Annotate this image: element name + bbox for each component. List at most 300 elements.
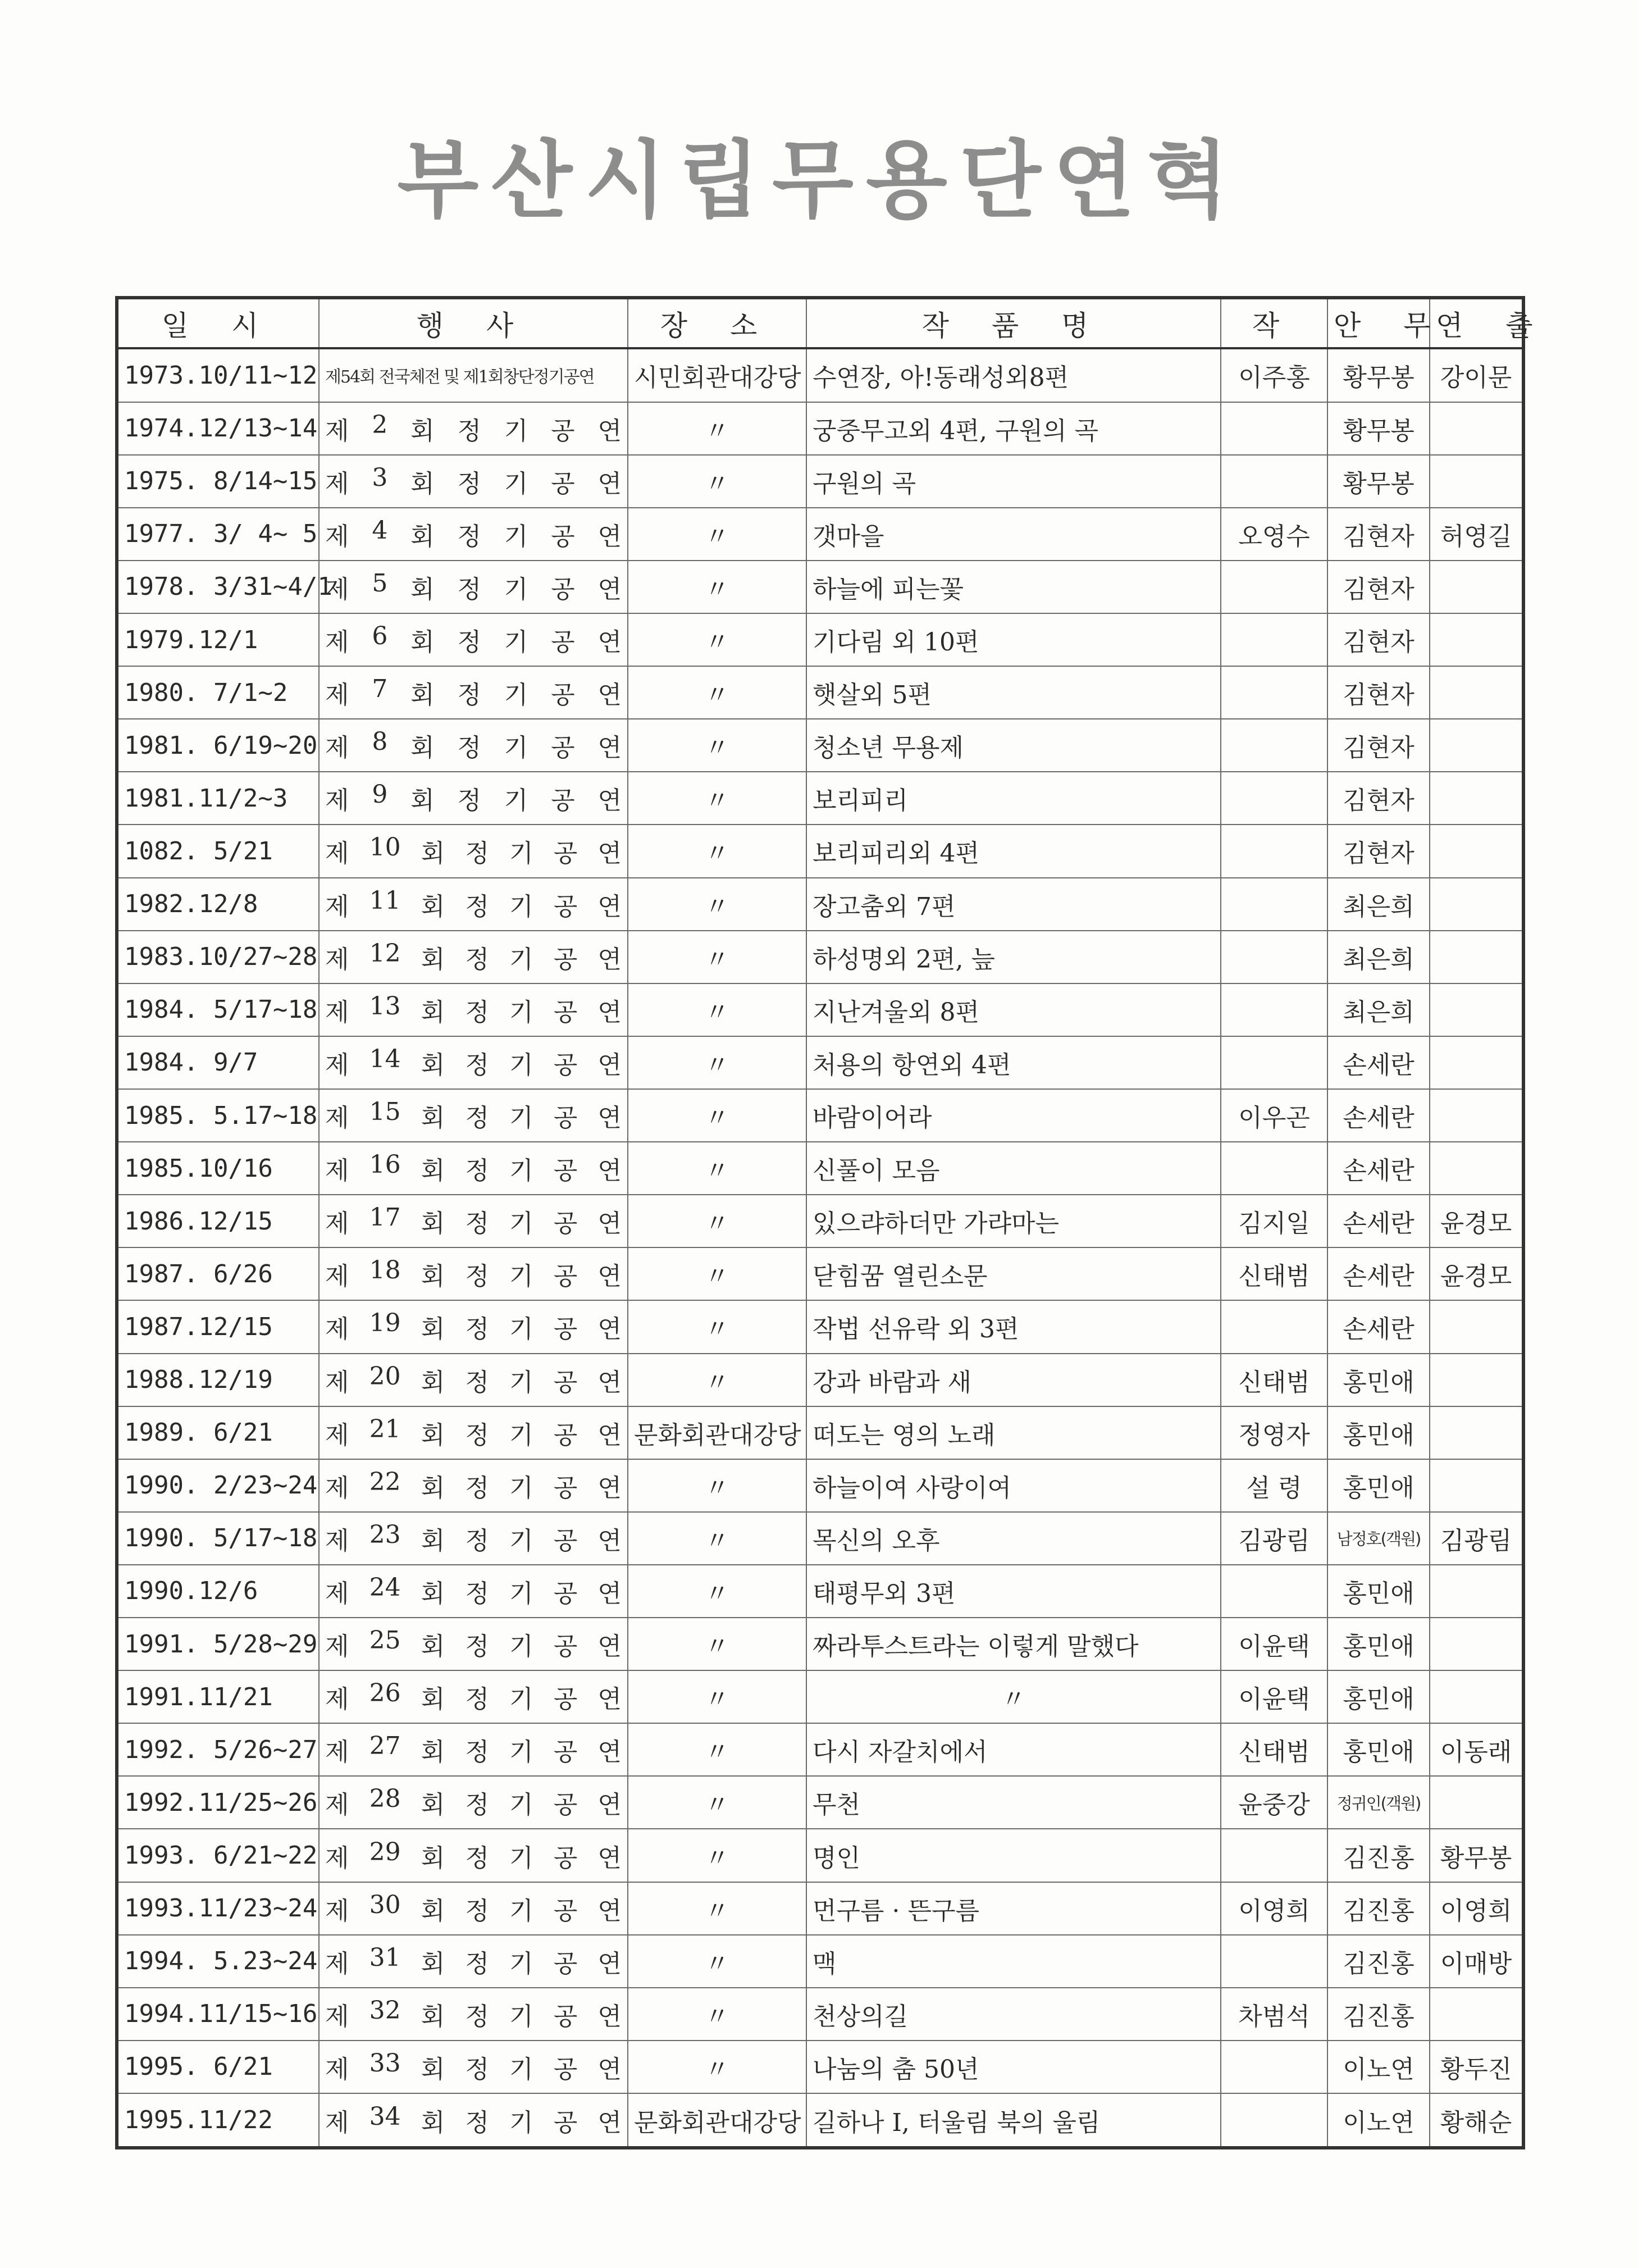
event-char: 연 <box>597 1104 622 1132</box>
event-text <box>325 1732 622 1768</box>
date-cell: 1989. 6/21 <box>117 1406 319 1459</box>
table-row <box>117 1776 1523 1829</box>
composer-cell: 윤중강 <box>1221 1776 1327 1829</box>
date-cell: 1988.12/19 <box>117 1354 319 1406</box>
event-char: 제 <box>325 2002 349 2031</box>
director-cell <box>1430 931 1523 983</box>
event-char: 회 <box>410 681 435 710</box>
director-cell <box>1430 1618 1523 1670</box>
event-char: 제 <box>325 469 349 498</box>
table-row <box>117 1829 1523 1882</box>
event-char: 공 <box>551 416 575 445</box>
date-cell: 1992.11/25∼26 <box>117 1776 319 1829</box>
event-text <box>325 992 622 1028</box>
event-text <box>325 1362 622 1398</box>
event-cell <box>319 2093 628 2148</box>
event-char: 연 <box>597 1685 622 1714</box>
event-char: 4 <box>372 516 388 545</box>
work-cell: 작법 선유락 외 3편 <box>806 1300 1221 1353</box>
event-cell <box>319 1459 628 1512</box>
director-cell <box>1430 1036 1523 1089</box>
event-char: 제 <box>325 1209 349 1238</box>
event-char: 회 <box>410 469 435 498</box>
venue-cell: 〃 <box>628 666 806 719</box>
event-char: 제 <box>325 1632 349 1661</box>
event-char: 제 <box>325 998 349 1027</box>
event-char: 3 <box>372 463 388 492</box>
work-cell: 길하나 I, 터울림 북의 울림 <box>806 2093 1221 2148</box>
event-text <box>325 622 622 658</box>
event-char: 회 <box>421 998 445 1027</box>
event-char: 제 <box>325 416 349 445</box>
choreographer-cell: 김현자 <box>1327 825 1430 877</box>
event-text <box>325 2049 622 2085</box>
event-cell <box>319 1776 628 1829</box>
date-cell: 1984. 5/17∼18 <box>117 983 319 1036</box>
work-cell: 먼구름 · 뜬구름 <box>806 1882 1221 1935</box>
event-char: 기 <box>504 575 528 604</box>
table-row <box>117 1988 1523 2041</box>
table-row <box>117 1195 1523 1247</box>
event-text <box>325 1468 622 1504</box>
date-cell: 1990. 5/17∼18 <box>117 1512 319 1565</box>
event-char: 기 <box>509 1896 533 1925</box>
event-char: 회 <box>421 1368 445 1397</box>
director-cell <box>1430 878 1523 931</box>
event-char: 7 <box>372 675 388 704</box>
composer-cell <box>1221 1300 1327 1353</box>
venue-cell: 〃 <box>628 1882 806 1935</box>
event-cell <box>319 983 628 1036</box>
event-cell <box>319 1565 628 1618</box>
event-cell <box>319 719 628 772</box>
page-title: 부산시립무용단연혁 <box>397 132 1241 230</box>
table-row <box>117 402 1523 455</box>
event-text <box>325 1891 622 1927</box>
venue-cell: 〃 <box>628 825 806 877</box>
event-char: 34 <box>369 2102 401 2131</box>
director-cell <box>1430 561 1523 613</box>
venue-cell: 〃 <box>628 878 806 931</box>
venue-cell: 〃 <box>628 2041 806 2093</box>
event-char: 회 <box>421 1579 445 1608</box>
event-char: 회 <box>421 1209 445 1238</box>
event-text <box>325 1256 622 1292</box>
event-text <box>325 1150 622 1186</box>
work-cell: 닫힘꿈 열린소문 <box>806 1247 1221 1300</box>
event-char: 기 <box>509 998 533 1027</box>
event-char: 회 <box>421 1632 445 1661</box>
history-table <box>115 296 1550 2149</box>
table-row <box>117 1089 1523 1142</box>
table-row <box>117 666 1523 719</box>
event-text <box>325 833 622 869</box>
date-cell: 1974.12/13∼14 <box>117 402 319 455</box>
choreographer-cell: 김현자 <box>1327 666 1430 719</box>
table-row <box>117 455 1523 508</box>
date-cell: 1987.12/15 <box>117 1300 319 1353</box>
date-cell: 1978. 3/31∼4/1 <box>117 561 319 613</box>
event-char: 기 <box>509 1579 533 1608</box>
event-char: 제 <box>325 2055 349 2084</box>
composer-cell: 김광림 <box>1221 1512 1327 1565</box>
event-char: 기 <box>504 681 528 710</box>
event-char: 제 <box>325 1579 349 1608</box>
event-char: 제 <box>325 1685 349 1714</box>
director-cell: 허영길 <box>1430 508 1523 561</box>
date-cell: 1986.12/15 <box>117 1195 319 1247</box>
event-char: 14 <box>369 1044 401 1073</box>
table-row <box>117 1459 1523 1512</box>
event-cell <box>319 1723 628 1776</box>
composer-cell: 신태범 <box>1221 1247 1327 1300</box>
work-cell: 하늘에 피는꽃 <box>806 561 1221 613</box>
event-char: 회 <box>421 1896 445 1925</box>
event-char: 공 <box>551 469 575 498</box>
composer-cell <box>1221 1142 1327 1195</box>
composer-cell <box>1221 2093 1327 2148</box>
choreographer-cell: 손세란 <box>1327 1300 1430 1353</box>
choreographer-cell: 홍민애 <box>1327 1670 1430 1723</box>
header-composer: 작 <box>1221 298 1327 348</box>
table-row <box>117 508 1523 561</box>
director-cell <box>1430 455 1523 508</box>
event-char: 회 <box>410 786 435 816</box>
date-cell: 1981. 6/19∼20 <box>117 719 319 772</box>
event-char: 정 <box>457 628 481 657</box>
event-char: 11 <box>369 886 401 915</box>
choreographer-cell: 홍민애 <box>1327 1723 1430 1776</box>
table-row <box>117 1565 1523 1618</box>
event-char: 회 <box>421 2055 445 2084</box>
work-cell: 맥 <box>806 1935 1221 1988</box>
composer-cell: 이윤택 <box>1221 1670 1327 1723</box>
event-char: 연 <box>597 1209 622 1238</box>
event-char: 회 <box>421 1420 445 1450</box>
work-cell: 보리피리 <box>806 772 1221 825</box>
choreographer-cell: 홍민애 <box>1327 1354 1430 1406</box>
date-cell: 1977. 3/ 4∼ 5 <box>117 508 319 561</box>
event-char: 27 <box>369 1732 401 1761</box>
composer-cell: 이주홍 <box>1221 348 1327 402</box>
work-cell: 장고춤외 7편 <box>806 878 1221 931</box>
date-cell: 1987. 6/26 <box>117 1247 319 1300</box>
event-char: 제 <box>325 1949 349 1978</box>
event-char: 제 <box>325 1473 349 1502</box>
event-char: 26 <box>369 1679 401 1708</box>
composer-cell: 정영자 <box>1221 1406 1327 1459</box>
venue-cell: 〃 <box>628 1247 806 1300</box>
date-cell: 1985. 5.17∼18 <box>117 1089 319 1142</box>
event-char: 기 <box>504 628 528 657</box>
choreographer-cell: 김현자 <box>1327 561 1430 613</box>
work-cell: 하늘이여 사랑이여 <box>806 1459 1221 1512</box>
work-cell: 〃 <box>806 1670 1221 1723</box>
table-row <box>117 1142 1523 1195</box>
event-char: 제 <box>325 1738 349 1767</box>
venue-cell: 〃 <box>628 931 806 983</box>
event-char: 공 <box>551 628 575 657</box>
event-char: 회 <box>421 1685 445 1714</box>
event-char: 18 <box>369 1256 401 1285</box>
event-text <box>325 1784 622 1820</box>
event-char: 회 <box>421 2108 445 2137</box>
choreographer-cell: 김현자 <box>1327 772 1430 825</box>
event-char: 2 <box>372 410 388 439</box>
event-cell <box>319 348 628 402</box>
composer-cell: 이영희 <box>1221 1882 1327 1935</box>
venue-cell: 〃 <box>628 1036 806 1089</box>
venue-cell: 〃 <box>628 508 806 561</box>
date-cell: 1990. 2/23∼24 <box>117 1459 319 1512</box>
event-char: 회 <box>410 575 435 604</box>
choreographer-cell: 손세란 <box>1327 1089 1430 1142</box>
venue-cell: 문화회관대강당 <box>628 2093 806 2148</box>
event-char: 16 <box>369 1150 401 1179</box>
event-char: 회 <box>410 628 435 657</box>
event-char: 제 <box>325 945 349 974</box>
venue-cell: 〃 <box>628 1618 806 1670</box>
event-char: 제 <box>325 1050 349 1080</box>
work-cell: 궁중무고외 4편, 구원의 곡 <box>806 402 1221 455</box>
composer-cell: 오영수 <box>1221 508 1327 561</box>
choreographer-cell: 홍민애 <box>1327 1618 1430 1670</box>
director-cell: 황두진 <box>1430 2041 1523 2093</box>
event-char: 정 <box>465 1209 489 1238</box>
composer-cell: 차범석 <box>1221 1988 1327 2041</box>
event-text <box>325 516 622 552</box>
event-text <box>325 886 622 922</box>
event-text <box>325 411 622 447</box>
composer-cell <box>1221 1829 1327 1882</box>
table-row <box>117 878 1523 931</box>
event-char: 24 <box>369 1573 401 1602</box>
event-char: 연 <box>597 1262 622 1291</box>
choreographer-cell: 손세란 <box>1327 1247 1430 1300</box>
event-char: 15 <box>369 1097 401 1126</box>
director-cell: 황해순 <box>1430 2093 1523 2148</box>
event-char: 공 <box>553 1420 578 1450</box>
event-char: 공 <box>553 1791 578 1820</box>
venue-cell: 〃 <box>628 561 806 613</box>
choreographer-cell: 최은희 <box>1327 983 1430 1036</box>
event-char: 연 <box>597 734 622 763</box>
composer-cell <box>1221 2041 1327 2093</box>
event-char: 회 <box>421 892 445 921</box>
event-char: 기 <box>509 1738 533 1767</box>
director-cell <box>1430 1565 1523 1618</box>
date-cell: 1991. 5/28∼29 <box>117 1618 319 1670</box>
event-char: 기 <box>509 1262 533 1291</box>
event-char: 회 <box>421 1843 445 1873</box>
table-row <box>117 1300 1523 1353</box>
date-cell: 1990.12/6 <box>117 1565 319 1618</box>
event-char: 회 <box>410 734 435 763</box>
choreographer-cell: 홍민애 <box>1327 1406 1430 1459</box>
event-char: 30 <box>369 1890 401 1919</box>
event-char: 정 <box>465 1738 489 1767</box>
event-char: 제 <box>325 575 349 604</box>
work-cell: 기다림 외 10편 <box>806 613 1221 666</box>
venue-cell: 〃 <box>628 719 806 772</box>
event-char: 기 <box>509 1473 533 1502</box>
venue-cell: 〃 <box>628 1988 806 2041</box>
event-text <box>325 1679 622 1715</box>
work-cell: 보리피리외 4편 <box>806 825 1221 877</box>
event-char: 제 <box>325 734 349 763</box>
event-char: 기 <box>509 2108 533 2137</box>
event-char: 연 <box>597 1791 622 1820</box>
event-char: 기 <box>509 1209 533 1238</box>
event-char: 기 <box>509 1526 533 1555</box>
composer-cell: 이윤택 <box>1221 1618 1327 1670</box>
event-cell <box>319 1300 628 1353</box>
director-cell <box>1430 613 1523 666</box>
event-char: 공 <box>551 734 575 763</box>
event-char: 연 <box>597 1896 622 1925</box>
venue-cell: 〃 <box>628 1195 806 1247</box>
table-row <box>117 561 1523 613</box>
event-char: 12 <box>369 939 401 968</box>
composer-cell: 신태범 <box>1221 1354 1327 1406</box>
event-char: 공 <box>553 1685 578 1714</box>
event-char: 제 <box>325 1843 349 1873</box>
venue-cell: 〃 <box>628 1829 806 1882</box>
event-char: 공 <box>551 522 575 551</box>
event-char: 19 <box>369 1309 401 1338</box>
event-char: 기 <box>509 945 533 974</box>
venue-cell: 〃 <box>628 402 806 455</box>
event-text <box>325 1415 622 1451</box>
event-cell <box>319 1247 628 1300</box>
event-char: 연 <box>597 1738 622 1767</box>
date-cell: 1993.11/23∼24 <box>117 1882 319 1935</box>
director-cell <box>1430 1300 1523 1353</box>
composer-cell: 이우곤 <box>1221 1089 1327 1142</box>
work-cell: 갯마을 <box>806 508 1221 561</box>
date-cell: 1991.11/21 <box>117 1670 319 1723</box>
event-cell <box>319 402 628 455</box>
director-cell: 김광림 <box>1430 1512 1523 1565</box>
choreographer-cell: 황무봉 <box>1327 348 1430 402</box>
event-text <box>325 2102 622 2138</box>
event-char: 기 <box>509 1315 533 1344</box>
event-char: 공 <box>553 2108 578 2137</box>
table-row <box>117 825 1523 877</box>
choreographer-cell: 최은희 <box>1327 931 1430 983</box>
director-cell: 이동래 <box>1430 1723 1523 1776</box>
event-char: 회 <box>421 1315 445 1344</box>
event-char: 연 <box>597 628 622 657</box>
venue-cell: 〃 <box>628 455 806 508</box>
event-cell <box>319 666 628 719</box>
event-cell <box>319 508 628 561</box>
event-char: 기 <box>509 1632 533 1661</box>
event-char: 공 <box>553 1104 578 1132</box>
table-row <box>117 931 1523 983</box>
event-char: 기 <box>509 2002 533 2031</box>
choreographer-cell: 김진홍 <box>1327 1829 1430 1882</box>
event-text <box>325 1309 622 1345</box>
event-char: 제 <box>325 522 349 551</box>
event-char: 정 <box>465 2108 489 2137</box>
choreographer-cell: 손세란 <box>1327 1036 1430 1089</box>
event-char: 공 <box>553 1050 578 1080</box>
table-row <box>117 2041 1523 2093</box>
event-char: 28 <box>369 1784 401 1814</box>
composer-cell: 설 령 <box>1221 1459 1327 1512</box>
event-char: 공 <box>553 1579 578 1608</box>
event-char: 25 <box>369 1626 401 1655</box>
event-char: 기 <box>509 1050 533 1080</box>
venue-cell: 〃 <box>628 1670 806 1723</box>
event-char: 정 <box>457 416 481 445</box>
choreographer-cell: 김진홍 <box>1327 1988 1430 2041</box>
date-cell: 1973.10/11∼12 <box>117 348 319 402</box>
date-cell: 1995. 6/21 <box>117 2041 319 2093</box>
table-row <box>117 1670 1523 1723</box>
event-char: 연 <box>597 786 622 816</box>
event-char: 연 <box>597 1632 622 1661</box>
event-char: 회 <box>421 1738 445 1767</box>
work-cell: 목신의 오후 <box>806 1512 1221 1565</box>
choreographer-cell: 황무봉 <box>1327 402 1430 455</box>
event-char: 제 <box>325 1896 349 1925</box>
event-char: 22 <box>369 1467 401 1496</box>
table-row <box>117 1036 1523 1089</box>
event-char: 제 <box>325 628 349 657</box>
event-char: 제 <box>325 786 349 816</box>
choreographer-cell: 황무봉 <box>1327 455 1430 508</box>
event-text: 제54회 전국체전 및 제1회창단정기공연 <box>325 367 594 388</box>
event-char: 연 <box>597 575 622 604</box>
composer-cell <box>1221 1036 1327 1089</box>
choreographer-cell: 이노연 <box>1327 2041 1430 2093</box>
header-event: 행 사 <box>319 298 628 348</box>
event-text <box>325 939 622 975</box>
event-char: 회 <box>421 1473 445 1502</box>
event-char: 정 <box>465 1104 489 1132</box>
event-char: 10 <box>369 833 401 862</box>
composer-cell <box>1221 402 1327 455</box>
event-char: 기 <box>509 1104 533 1132</box>
event-cell <box>319 1670 628 1723</box>
event-char: 정 <box>457 786 481 816</box>
table-row <box>117 719 1523 772</box>
composer-cell <box>1221 666 1327 719</box>
venue-cell: 〃 <box>628 1565 806 1618</box>
event-text <box>325 1203 622 1239</box>
event-cell <box>319 825 628 877</box>
event-char: 연 <box>597 892 622 921</box>
work-cell: 청소년 무용제 <box>806 719 1221 772</box>
event-char: 공 <box>553 998 578 1027</box>
date-cell: 1979.12/1 <box>117 613 319 666</box>
header-row <box>117 298 1523 348</box>
event-char: 기 <box>504 522 528 551</box>
date-cell: 1985.10/16 <box>117 1142 319 1195</box>
event-cell <box>319 1142 628 1195</box>
composer-cell <box>1221 878 1327 931</box>
header-director: 연 출 <box>1430 298 1523 348</box>
composer-cell <box>1221 825 1327 877</box>
event-char: 연 <box>597 839 622 868</box>
date-cell: 1995.11/22 <box>117 2093 319 2148</box>
event-char: 기 <box>509 1791 533 1820</box>
event-char: 정 <box>465 839 489 868</box>
event-char: 회 <box>421 1104 445 1132</box>
work-cell: 신풀이 모음 <box>806 1142 1221 1195</box>
